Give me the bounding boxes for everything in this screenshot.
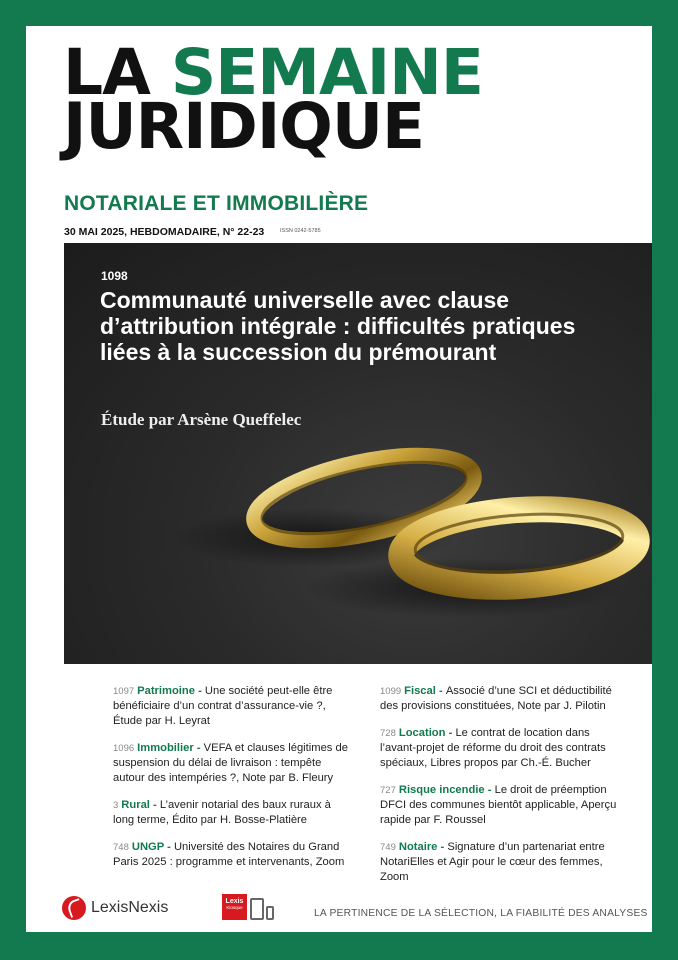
list-item: 727 Risque incendie - Le droit de préemption DFCI des communes bientôt applicable, Aperçu rapide par F. Roussel — [380, 784, 617, 826]
masthead-logo — [63, 36, 483, 164]
kiosque-sub-label: Kiosque — [226, 904, 243, 910]
item-category: Immobilier — [137, 742, 194, 754]
item-category: Patrimoine — [137, 685, 195, 697]
lexisnexis-mark-icon — [62, 896, 86, 920]
feature-hero — [64, 243, 652, 664]
magazine-cover — [26, 26, 652, 932]
item-number: 727 — [380, 785, 396, 796]
feature-article-number: 1098 — [101, 269, 128, 283]
item-text: L’avenir notarial des baux ruraux à long terme, Édito par H. Bosse-Platière — [113, 799, 331, 826]
footer-tagline: LA PERTINENCE DE LA SÉLECTION, LA FIABILITÉ DES ANALYSES — [314, 908, 648, 919]
masthead-line1-green: SEMAINE — [170, 36, 483, 109]
kiosque-badge-icon — [222, 894, 247, 920]
item-text: Une société peut-elle être bénéficiaire d’un contrat d’assurance-vie ?, Étude par H. Leyrat — [113, 685, 333, 727]
item-text: Université des Notaires du Grand Paris 2025 : programme et intervenants, Zoom — [113, 841, 345, 868]
item-number: 728 — [380, 728, 396, 739]
item-text: Signature d’un partenariat entre NotariElles et Agir pour le cœur des femmes, Zoom — [380, 841, 605, 883]
list-item: 749 Notaire - Signature d’un partenariat entre NotariElles et Agir pour le cœur des femmes, Zoom — [380, 841, 605, 883]
publisher-name: LexisNexis — [91, 899, 169, 916]
feature-article-title: Communauté universelle avec clause d’attribution intégrale : difficultés pratiques liées à la succession du prémourant — [100, 287, 576, 365]
phone-icon — [266, 906, 274, 920]
item-text: Associé d’une SCI et déductibilité des provisions constituées, Note par J. Pilotin — [380, 685, 612, 712]
masthead-line2: JURIDIQUE — [63, 90, 425, 164]
tablet-icon — [250, 898, 264, 920]
list-item: 1099 Fiscal - Associé d’une SCI et déductibilité des provisions constituées, Note par J. Pilotin — [380, 685, 612, 712]
feature-article-author: Étude par Arsène Queffelec — [101, 410, 302, 429]
item-number: 1097 — [113, 686, 135, 697]
list-item: 1097 Patrimoine - Une société peut-elle être bénéficiaire d’un contrat d’assurance-vie ?, Étude par H. Leyrat — [113, 685, 333, 727]
table-of-contents-right — [380, 684, 620, 897]
item-number: 749 — [380, 842, 396, 853]
item-number: 3 — [113, 800, 119, 811]
item-number: 748 — [113, 842, 129, 853]
item-text: Le contrat de location dans l’avant-projet de réforme du droit des contrats spéciaux, Libres propos par Ch.-É. Bucher — [380, 727, 606, 769]
list-item: 748 UNGP - Université des Notaires du Grand Paris 2025 : programme et intervenants, Zoom — [113, 841, 345, 868]
issue-dateline: 30 MAI 2025, HEBDOMADAIRE, N° 22-23 — [64, 226, 265, 238]
item-category: Rural — [121, 799, 150, 811]
list-item: 728 Location - Le contrat de location dans l’avant-projet de réforme du droit des contrats spéciaux, Libres propos par Ch.-É. Bucher — [380, 727, 606, 769]
item-text: Le droit de préemption DFCI des communes bientôt applicable, Aperçu rapide par F. Roussel — [380, 784, 617, 826]
table-of-contents-left — [113, 684, 353, 882]
lexis-kiosque-logo — [222, 894, 274, 920]
item-category: Fiscal — [404, 685, 436, 697]
list-item: 3 Rural - L’avenir notarial des baux ruraux à long terme, Édito par H. Bosse-Platière — [113, 799, 331, 826]
list-item: 1096 Immobilier - VEFA et clauses légitimes de suspension du délai de livraison : tempête autour des intempéries ?, Note par B. Fleury — [113, 742, 348, 784]
masthead-line1-prefix: LA — [63, 36, 171, 109]
item-category: UNGP — [131, 841, 164, 853]
item-category: Notaire — [398, 841, 438, 853]
publication-subtitle: NOTARIALE ET IMMOBILIÈRE — [64, 192, 369, 215]
lexisnexis-logo — [62, 896, 168, 920]
item-category: Location — [398, 727, 446, 739]
item-category: Risque incendie — [398, 784, 485, 796]
issn-number: ISSN 0242-5785 — [280, 228, 321, 234]
kiosque-label: Lexis — [225, 898, 244, 905]
item-text: VEFA et clauses légitimes de suspension du délai de livraison : tempête autour des intempéries ?, Note par B. Fleury — [113, 742, 348, 784]
item-number: 1096 — [113, 743, 135, 754]
item-number: 1099 — [380, 686, 402, 697]
